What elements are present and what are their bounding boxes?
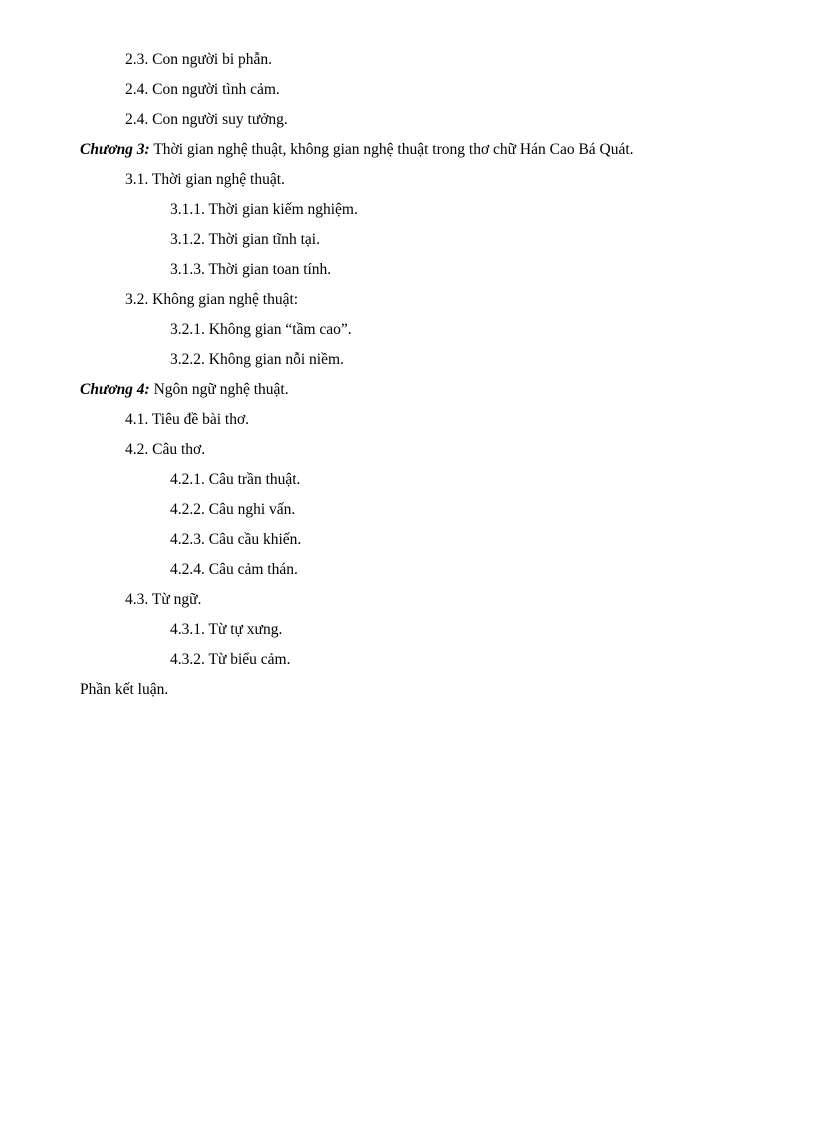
toc-entry-3-1 (0, 165, 816, 195)
toc-entry-text: 4.2.1. Câu trần thuật. (170, 471, 301, 488)
toc-entry-text: 3.1.1. Thời gian kiếm nghiệm. (170, 201, 358, 218)
toc-entry-4-3-2 (0, 645, 816, 675)
toc-entry-text: 2.4. Con người tình cảm. (125, 81, 280, 98)
toc-entry-text: 4.3.1. Từ tự xưng. (170, 621, 283, 638)
chapter-title: Ngôn ngữ nghệ thuật. (149, 381, 289, 398)
toc-entry-text: 4.2. Câu thơ. (125, 441, 206, 458)
toc-entry-3-1-2 (0, 225, 816, 255)
toc-entry-4-3 (0, 585, 816, 615)
toc-entry-text: 4.2.3. Câu cầu khiến. (170, 531, 302, 548)
toc-entry-text: Phần kết luận. (80, 681, 169, 698)
toc-entry-3-2 (0, 285, 816, 315)
toc-chapter-3 (0, 135, 816, 165)
chapter-label: Chương 3: (80, 141, 150, 158)
toc-entry-text: 4.2.2. Câu nghi vấn. (170, 501, 296, 518)
toc-entry-2-4-tinh-cam (0, 75, 816, 105)
toc-entry-3-2-2 (0, 345, 816, 375)
toc-entry-text: 3.1.2. Thời gian tĩnh tại. (170, 231, 320, 248)
toc-entry-text: 4.2.4. Câu cảm thán. (170, 561, 298, 578)
toc-entry-text: 2.3. Con người bi phẫn. (125, 51, 273, 68)
toc-entry-4-2-1 (0, 465, 816, 495)
toc-conclusion (0, 675, 816, 705)
chapter-title: Thời gian nghệ thuật, không gian nghệ thuật trong thơ chữ Hán Cao Bá Quát. (149, 141, 634, 158)
toc-entry-4-3-1 (0, 615, 816, 645)
toc-entry-4-2-3 (0, 525, 816, 555)
toc-entry-text: 4.3. Từ ngữ. (125, 591, 202, 608)
toc-entry-text: 3.1.3. Thời gian toan tính. (170, 261, 332, 278)
toc-entry-2-3 (0, 45, 816, 75)
toc-entry-4-2 (0, 435, 816, 465)
toc-entry-text: 3.2. Không gian nghệ thuật: (125, 291, 299, 308)
toc-entry-text: 3.1. Thời gian nghệ thuật. (125, 171, 285, 188)
toc-entry-text: 2.4. Con người suy tưởng. (125, 111, 288, 128)
toc-chapter-4 (0, 375, 816, 405)
toc-entry-text: 4.1. Tiêu đề bài thơ. (125, 411, 250, 428)
toc-entry-3-1-3 (0, 255, 816, 285)
table-of-contents (0, 45, 816, 705)
toc-entry-text: 3.2.1. Không gian “tầm cao”. (170, 321, 352, 338)
toc-entry-2-4-suy-tuong (0, 105, 816, 135)
toc-entry-4-2-4 (0, 555, 816, 585)
toc-entry-3-1-1 (0, 195, 816, 225)
toc-entry-text: 4.3.2. Từ biểu cảm. (170, 651, 291, 668)
toc-entry-4-1 (0, 405, 816, 435)
toc-entry-3-2-1 (0, 315, 816, 345)
toc-entry-text: 3.2.2. Không gian nỗi niềm. (170, 351, 344, 368)
chapter-label: Chương 4: (80, 381, 150, 398)
toc-entry-4-2-2 (0, 495, 816, 525)
